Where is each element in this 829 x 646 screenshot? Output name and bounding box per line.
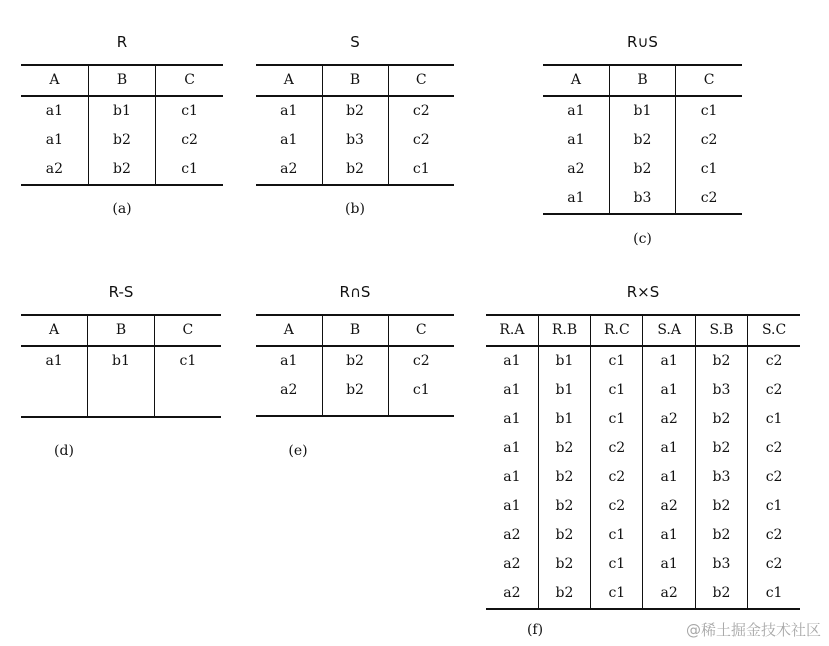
table-title-intersection: R∩S (339, 283, 371, 301)
table-cell: b2 (322, 376, 388, 405)
table-cell: a2 (643, 579, 695, 609)
table-cell: c1 (591, 346, 643, 376)
table-cell: c2 (676, 126, 742, 155)
table-cell: c1 (154, 346, 221, 376)
table-cell: a1 (45, 353, 63, 369)
column-header: B (88, 315, 155, 346)
table-cell: a1 (567, 103, 585, 119)
table-cell: b2 (538, 521, 590, 550)
table-cell: a1 (567, 190, 585, 206)
table-title-difference: R-S (108, 283, 134, 301)
table-cell: c1 (676, 155, 742, 184)
table-cell: c1 (748, 492, 800, 521)
relation-table-intersection (256, 314, 454, 417)
table-cell: b3 (695, 376, 747, 405)
column-header: R.B (538, 315, 590, 346)
table-cell: c2 (748, 376, 800, 405)
table-row (486, 579, 800, 609)
caption-b: (b) (345, 201, 365, 217)
table-cell: b2 (322, 96, 388, 126)
relation-table-union (543, 64, 742, 215)
table-cell: c1 (591, 405, 643, 434)
table-cell: a1 (643, 376, 695, 405)
table-cell: b2 (322, 346, 388, 376)
table-cell: a1 (503, 411, 521, 427)
table-cell: b2 (695, 434, 747, 463)
column-header: R.A (486, 315, 538, 346)
table-cell: c1 (591, 579, 643, 609)
table-cell: b1 (538, 376, 590, 405)
relation-table-r (21, 64, 223, 186)
table-cell: a1 (567, 132, 585, 148)
table-row (256, 346, 454, 376)
table-row (21, 346, 221, 376)
table-cell: c1 (388, 376, 454, 405)
table-cell: b1 (538, 346, 590, 376)
table-cell: a1 (503, 498, 521, 514)
table-row (21, 96, 223, 126)
table-cell: b3 (695, 550, 747, 579)
table-cell-empty (256, 405, 322, 416)
table-cell: b1 (88, 96, 155, 126)
table-row (543, 96, 742, 126)
table-title-s: S (350, 33, 360, 51)
table-cell: b3 (695, 463, 747, 492)
column-header: A (256, 315, 322, 346)
table-cell: c1 (591, 521, 643, 550)
table-cell: c1 (156, 96, 223, 126)
table-cell: c2 (748, 346, 800, 376)
table-cell-empty (88, 376, 155, 417)
table-cell: b3 (609, 184, 675, 214)
caption-c: (c) (633, 231, 652, 247)
table-row (486, 405, 800, 434)
column-header: C (156, 65, 223, 96)
table-cell: a1 (643, 463, 695, 492)
table-title-r: R (116, 33, 128, 51)
table-cell: b3 (322, 126, 388, 155)
table-cell: c2 (748, 550, 800, 579)
table-cell: c2 (676, 184, 742, 214)
table-cell: b1 (609, 96, 675, 126)
table-cell: c2 (388, 346, 454, 376)
relation-table-product (486, 314, 800, 610)
table-cell: b2 (88, 126, 155, 155)
caption-a: (a) (112, 201, 132, 217)
table-cell: c1 (748, 579, 800, 609)
table-cell: c2 (748, 521, 800, 550)
table-cell: a1 (503, 440, 521, 456)
table-cell: c2 (388, 96, 454, 126)
table-cell: a2 (567, 161, 585, 177)
table-cell: c1 (676, 96, 742, 126)
watermark: @稀土掘金技术社区 (685, 621, 821, 639)
table-row (256, 155, 454, 185)
column-header: S.B (695, 315, 747, 346)
table-row (256, 126, 454, 155)
table-cell: b2 (695, 492, 747, 521)
table-cell-empty (154, 376, 221, 417)
table-cell: c2 (388, 126, 454, 155)
table-cell: a1 (643, 346, 695, 376)
table-cell: c2 (156, 126, 223, 155)
table-cell: b2 (538, 492, 590, 521)
table-cell: c1 (748, 405, 800, 434)
column-header: S.A (643, 315, 695, 346)
table-cell: a1 (45, 103, 64, 119)
table-cell: a2 (45, 161, 64, 177)
table-cell: b2 (538, 550, 590, 579)
column-header: A (543, 65, 609, 96)
table-cell: a1 (503, 382, 521, 398)
table-row (486, 346, 800, 376)
column-header: B (88, 65, 155, 96)
table-row (21, 126, 223, 155)
caption-d: (d) (54, 443, 74, 459)
relation-table-difference (21, 314, 221, 418)
table-cell: a1 (280, 103, 298, 119)
table-cell-empty (21, 376, 88, 417)
table-cell: b2 (538, 434, 590, 463)
table-cell: c2 (748, 434, 800, 463)
table-cell: a2 (643, 405, 695, 434)
table-row (486, 550, 800, 579)
column-header: A (256, 65, 322, 96)
table-cell: b2 (538, 463, 590, 492)
table-cell: a1 (643, 521, 695, 550)
relation-table-s (256, 64, 454, 186)
column-header: C (388, 315, 454, 346)
table-cell: c2 (748, 463, 800, 492)
table-row (486, 376, 800, 405)
table-cell: a1 (503, 353, 521, 369)
table-cell: b2 (88, 155, 155, 185)
table-cell: a1 (643, 434, 695, 463)
table-row-filler (256, 405, 454, 416)
table-cell: a2 (280, 161, 298, 177)
table-cell: c2 (591, 434, 643, 463)
table-cell: c1 (591, 550, 643, 579)
table-cell: b1 (538, 405, 590, 434)
table-cell: b2 (538, 579, 590, 609)
table-cell: c1 (388, 155, 454, 185)
table-cell-empty (388, 405, 454, 416)
column-header: C (388, 65, 454, 96)
caption-e: (e) (288, 443, 308, 459)
column-header: S.C (748, 315, 800, 346)
table-row (486, 463, 800, 492)
column-header: B (322, 315, 388, 346)
table-cell: b2 (695, 521, 747, 550)
table-cell: a2 (503, 585, 521, 601)
table-cell: b2 (609, 126, 675, 155)
table-row (256, 376, 454, 405)
table-title-union: R∪S (627, 33, 658, 51)
table-cell: a2 (503, 527, 521, 543)
column-header: A (21, 315, 88, 346)
table-cell: c1 (156, 155, 223, 185)
table-title-product: R×S (626, 283, 660, 301)
column-header: B (322, 65, 388, 96)
table-row (543, 155, 742, 184)
table-row (486, 434, 800, 463)
column-header: B (609, 65, 675, 96)
table-cell: a2 (503, 556, 521, 572)
table-row (486, 521, 800, 550)
table-cell: b2 (695, 405, 747, 434)
column-header: A (21, 65, 88, 96)
table-cell: a1 (280, 353, 298, 369)
table-row (21, 155, 223, 185)
table-row (543, 126, 742, 155)
table-row (543, 184, 742, 214)
table-cell: a1 (643, 550, 695, 579)
table-cell-empty (322, 405, 388, 416)
table-cell: b2 (695, 346, 747, 376)
table-cell: c2 (591, 492, 643, 521)
column-header: R.C (591, 315, 643, 346)
table-cell: b1 (88, 346, 155, 376)
table-row-filler (21, 376, 221, 417)
table-cell: a1 (280, 132, 298, 148)
table-cell: c2 (591, 463, 643, 492)
table-cell: a1 (503, 469, 521, 485)
table-row (256, 96, 454, 126)
table-cell: a1 (45, 132, 64, 148)
table-cell: a2 (280, 382, 298, 398)
caption-f: (f) (526, 622, 544, 638)
table-cell: c1 (591, 376, 643, 405)
table-cell: b2 (322, 155, 388, 185)
column-header: C (154, 315, 221, 346)
column-header: C (676, 65, 742, 96)
table-cell: b2 (609, 155, 675, 184)
table-row (486, 492, 800, 521)
table-cell: b2 (695, 579, 747, 609)
table-cell: a2 (643, 492, 695, 521)
